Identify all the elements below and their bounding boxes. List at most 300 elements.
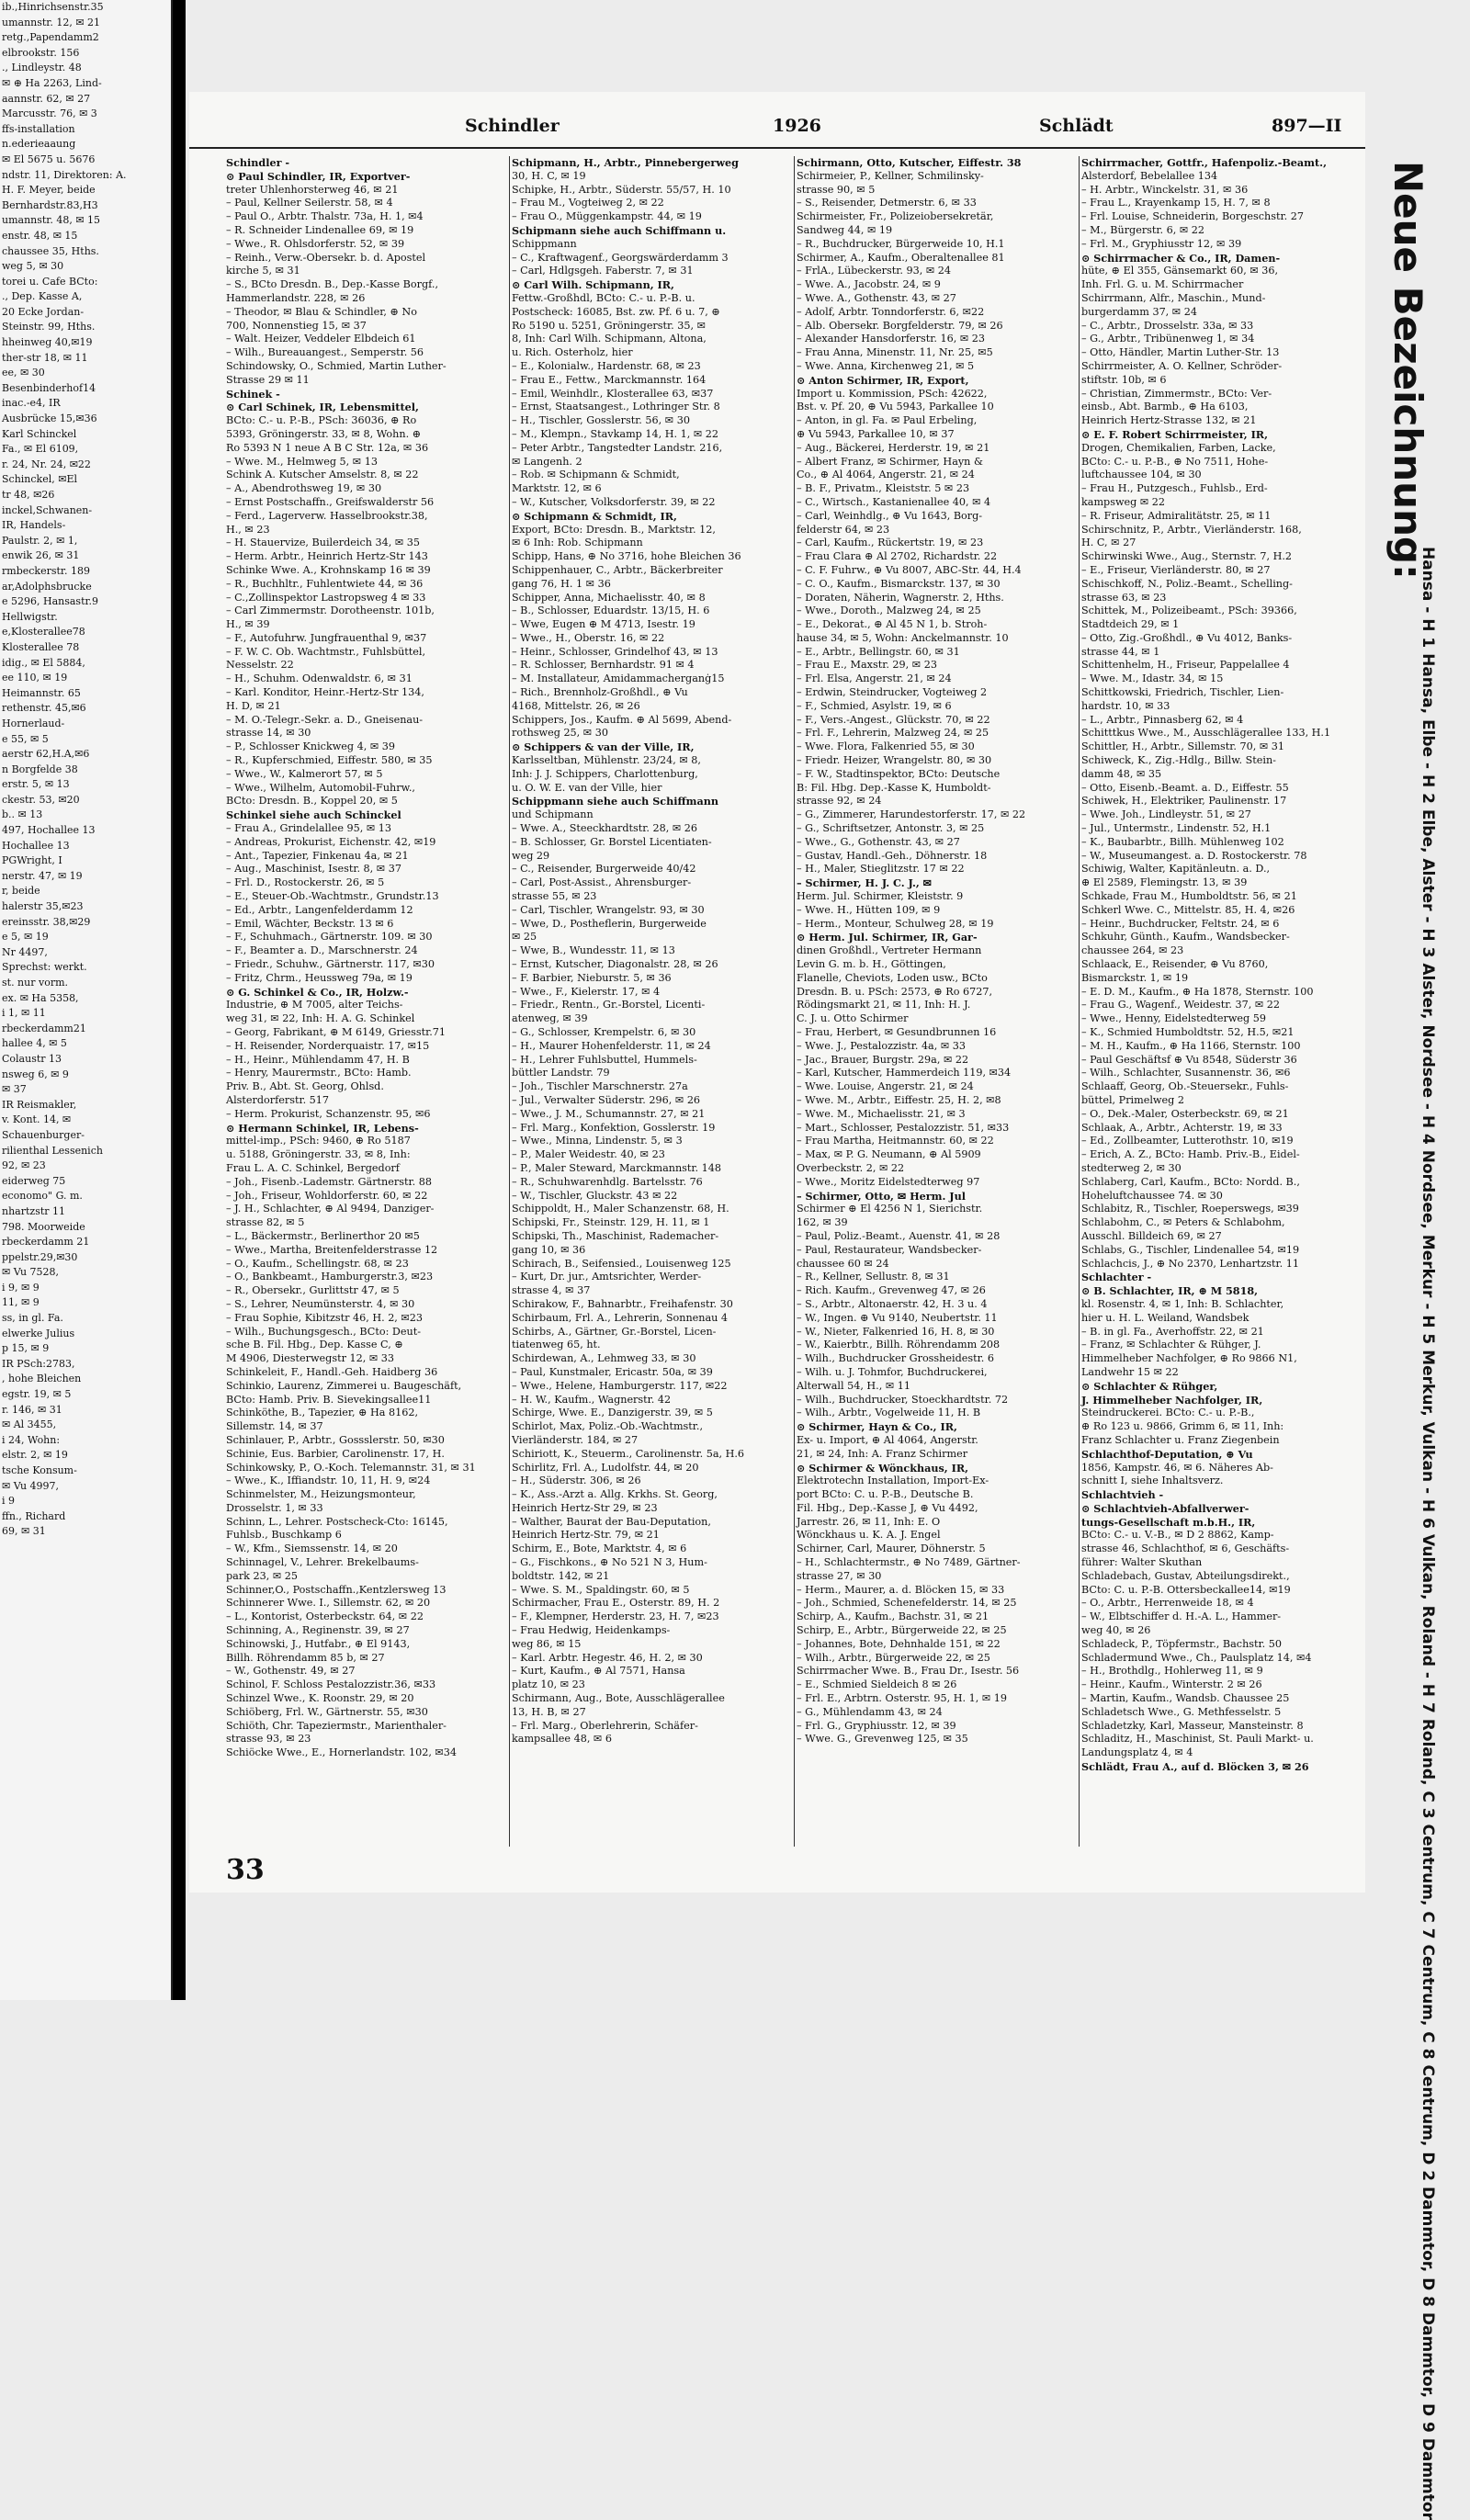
directory-entry: – H., Maler, Stieglitzstr. 17 ✉ 22 [797, 863, 965, 876]
directory-entry: einsb., Abt. Barmb., ⊕ Ha 6103, [1081, 401, 1249, 413]
directory-entry: – Theodor, ✉ Blau & Schindler, ⊕ No [226, 305, 417, 318]
directory-entry: – C., Arbtr., Drosselstr. 33a, ✉ 33 [1081, 319, 1254, 332]
directory-entry: strasse 92, ✉ 24 [797, 795, 882, 808]
previous-page-line: erstr. 5, ✉ 13 [2, 778, 70, 791]
directory-entry: – Wilh., Arbtr., Bürgerweide 22, ✉ 25 [797, 1651, 990, 1664]
directory-entry: – Erich, A. Z., BCto: Hamb. Priv.-B., Eidel- [1081, 1148, 1300, 1161]
directory-entry: Schipmann siehe auch Schiffmann u. [512, 223, 727, 237]
previous-page-edge [0, 0, 174, 2000]
directory-entry: – Frau H., Putzgesch., Fuhlsb., Erd- [1081, 482, 1268, 495]
directory-entry: – Wwe. G., Grevenweg 125, ✉ 35 [797, 1733, 968, 1746]
directory-entry: – Schirmer, Otto, ✉ Herm. Jul [797, 1189, 966, 1203]
directory-entry: Schippmann [512, 237, 577, 250]
directory-entry: – Aug., Bäckerei, Herderstr. 19, ✉ 21 [797, 441, 990, 454]
directory-entry: strasse 14, ✉ 30 [226, 727, 311, 740]
directory-entry: strasse 46, Schlachthof, ✉ 6, Geschäfts- [1081, 1543, 1290, 1555]
directory-entry: – M. O.-Telegr.-Sekr. a. D., Gneisenau- [226, 713, 424, 726]
directory-entry: Dresdn. B. u. PSch: 2573, ⊕ Ro 6727, [797, 985, 993, 998]
directory-entry: hier u. H. L. Weiland, Wandsbek [1081, 1311, 1250, 1324]
directory-entry: Schirwinski Wwe., Aug., Sternstr. 7, H.2 [1081, 550, 1293, 563]
previous-page-line: st. nur vorm. [2, 977, 69, 989]
directory-entry: chaussee 60 ✉ 24 [797, 1257, 889, 1270]
directory-entry: – Ed., Zollbeamter, Lutterothstr. 10, ✉19 [1081, 1135, 1294, 1147]
directory-entry: – C.,Zollinspektor Lastropsweg 4 ✉ 33 [226, 591, 426, 604]
directory-entry: BCto: C.- u. P.-B., PSch: 36036, ⊕ Ro [226, 414, 417, 427]
directory-entry: – Friedr. Heizer, Wrangelstr. 80, ✉ 30 [797, 754, 992, 767]
directory-entry: tiatenweg 65, ht. [512, 1339, 601, 1351]
directory-entry: – Wilh., Schlachter, Susannenstr. 36, ✉6 [1081, 1067, 1291, 1079]
directory-entry: – Walt. Heizer, Veddeler Elbdeich 61 [226, 333, 416, 345]
directory-entry: kampsallee 48, ✉ 6 [512, 1733, 612, 1746]
directory-entry: Inh. Frl. G. u. M. Schirrmacher [1081, 278, 1244, 291]
previous-page-line: H. F. Meyer, beide [2, 184, 96, 197]
directory-entry: dinen Großhdl., Vertreter Hermann [797, 944, 982, 957]
book-gutter [173, 0, 186, 2000]
directory-entry: strasse 90, ✉ 5 [797, 183, 876, 196]
directory-entry: – F. W., Stadtinspektor, BCto: Deutsche [797, 767, 1001, 780]
directory-entry: Schladeck, P., Töpfermstr., Bachstr. 50 [1081, 1637, 1282, 1650]
directory-entry: Landungsplatz 4, ✉ 4 [1081, 1746, 1193, 1759]
directory-entry: – G., Schriftsetzer, Antonstr. 3, ✉ 25 [797, 822, 985, 835]
previous-page-line: Schauenburger- [2, 1128, 85, 1141]
previous-page-line: ✉ Al 3455, [2, 1418, 57, 1431]
directory-entry: mittel-imp., PSch: 9460, ⊕ Ro 5187 [226, 1135, 411, 1147]
directory-entry: ⊙ Schipmann & Schmidt, IR, [512, 509, 677, 523]
previous-page-line: ckestr. 53, ✉20 [2, 793, 80, 806]
directory-entry: – Wwe., K., Iffiandstr. 10, 11, H. 9, ✉24 [226, 1475, 431, 1487]
directory-entry: Schladebach, Gustav, Abteilungsdirekt., [1081, 1569, 1290, 1582]
directory-entry: u. 5188, Gröningerstr. 33, ✉ 8, Inh: [226, 1148, 411, 1161]
directory-entry: – R., Obersekr., Gurlittstr 47, ✉ 5 [226, 1284, 400, 1297]
previous-page-line: Karl Schinckel [2, 427, 77, 440]
directory-entry: strasse 44, ✉ 1 [1081, 645, 1160, 658]
directory-entry: Landwehr 15 ✉ 22 [1081, 1365, 1179, 1378]
directory-entry: Alsterdorf, Bebelallee 134 [1081, 169, 1218, 182]
directory-entry: – H., Schuhm. Odenwaldstr. 6, ✉ 31 [226, 672, 413, 685]
directory-entry: – Adolf, Arbtr. Tonndorferstr. 6, ✉22 [797, 305, 985, 318]
directory-entry: – Frl. Elsa, Angerstr. 21, ✉ 24 [797, 672, 952, 685]
directory-entry: – C., Reisender, Burgerweide 40/42 [512, 863, 696, 876]
directory-entry: Schippers, Jos., Kaufm. ⊕ Al 5699, Abend- [512, 713, 732, 726]
directory-entry: BCto: Dresdn. B., Koppel 20, ✉ 5 [226, 795, 398, 808]
directory-entry: Flanelle, Cheviots, Loden usw., BCto [797, 971, 988, 984]
directory-entry: führer: Walter Skuthan [1081, 1556, 1203, 1569]
directory-entry: Jarrestr. 26, ✉ 11, Inh: E. O [797, 1515, 941, 1528]
previous-page-line: eiderweg 75 [2, 1174, 66, 1187]
directory-entry: – Frl. G., Gryphiusstr. 12, ✉ 39 [797, 1719, 956, 1732]
directory-entry: – Frau Martha, Heitmannstr. 60, ✉ 22 [797, 1135, 994, 1147]
directory-entry: – Paul Geschäftsf ⊕ Vu 8548, Süderstr 36 [1081, 1053, 1297, 1066]
directory-entry: – Wwe. M., Arbtr., Eiffestr. 25, H. 2, ✉8 [797, 1093, 1001, 1106]
previous-page-line: ee 110, ✉ 19 [2, 672, 68, 684]
directory-entry: Alterwall 54, H., ✉ 11 [797, 1379, 911, 1392]
previous-page-line: Bernhardstr.83,H3 [2, 198, 98, 211]
previous-page-line: hheinweg 40,✉19 [2, 336, 93, 349]
directory-entry: – Jul., Verwalter Süderstr. 296, ✉ 26 [512, 1093, 701, 1106]
directory-entry: Schkuhr, Günth., Kaufm., Wandsbecker- [1081, 931, 1290, 944]
directory-entry: Schipp, Hans, ⊕ No 3716, hohe Bleichen 36 [512, 550, 741, 563]
directory-entry: – H., Heinr., Mühlendamm 47, H. B [226, 1053, 410, 1066]
directory-entry: Schirmann, Aug., Bote, Ausschlägerallee [512, 1692, 725, 1705]
directory-entry: – G., Mühlendamm 43, ✉ 24 [797, 1705, 943, 1718]
directory-entry: – Karl. Arbtr. Hegestr. 46, H. 2, ✉ 30 [512, 1651, 703, 1664]
previous-page-line: e 5296, Hansastr.9 [2, 595, 99, 608]
directory-entry: – A., Abendrothsweg 19, ✉ 30 [226, 482, 382, 495]
directory-entry: park 23, ✉ 25 [226, 1569, 299, 1582]
previous-page-line: ✉ 37 [2, 1083, 27, 1096]
directory-entry: – G., Arbtr., Tribünenweg 1, ✉ 34 [1081, 333, 1255, 345]
directory-entry: – Alb. Obersekr. Borgfelderstr. 79, ✉ 26 [797, 319, 1003, 332]
directory-entry: H., ✉ 39 [226, 618, 270, 631]
directory-entry: Schlachcis, J., ⊕ No 2370, Lenhartzstr. 11 [1081, 1257, 1300, 1270]
directory-entry: – Ernst, Staatsangest., Lothringer Str. 8 [512, 401, 720, 413]
directory-entry: – Wwe. A., Jacobstr. 24, ✉ 9 [797, 278, 941, 291]
directory-entry: Schinke Wwe. A., Krohnskamp 16 ✉ 39 [226, 563, 431, 576]
directory-entry: – Ernst, Kutscher, Diagonalstr. 28, ✉ 26 [512, 958, 718, 971]
directory-entry: Schinkio, Laurenz, Zimmerei u. Baugeschäft, [226, 1379, 462, 1392]
directory-entry: strasse 27, ✉ 30 [797, 1569, 882, 1582]
previous-page-line: rbeckerdamm21 [2, 1022, 86, 1034]
directory-entry: Schlaaff, Georg, Ob.-Steuersekr., Fuhls- [1081, 1080, 1289, 1093]
directory-entry: strasse 4, ✉ 37 [512, 1284, 591, 1297]
directory-entry: Fil. Hbg., Dep.-Kasse J, ⊕ Vu 4492, [797, 1501, 978, 1514]
directory-entry: – Wwe., Doroth., Malzweg 24, ✉ 25 [797, 605, 981, 617]
directory-entry: Schlachter - [1081, 1271, 1152, 1284]
directory-entry: 21, ✉ 24, Inh: A. Franz Schirmer [797, 1447, 968, 1460]
directory-entry: – Frau E., Fettw., Marckmannstr. 164 [512, 373, 707, 386]
directory-entry: Levin G. m. b. H., Göttingen, [797, 958, 946, 971]
directory-entry: Bismarckstr. 1, ✉ 19 [1081, 971, 1189, 984]
directory-entry: ⊙ Anton Schirmer, IR, Export, [797, 373, 969, 387]
previous-page-line: weg 5, ✉ 30 [2, 260, 64, 273]
directory-entry: – Joh., Friseur, Wohldorferstr. 60, ✉ 22 [226, 1189, 428, 1202]
directory-entry: – O., Dek.-Maler, Osterbeckstr. 69, ✉ 21 [1081, 1107, 1289, 1120]
previous-page-line: hallee 4, ✉ 5 [2, 1037, 67, 1050]
directory-entry: Schkerl Wwe. C., Mittelstr. 85, H. 4, ✉26 [1081, 903, 1295, 916]
directory-entry: Schippenhauer, C., Arbtr., Bäckerbreiter [512, 563, 723, 576]
directory-entry: – Wwe., Moritz Eidelstedterweg 97 [797, 1175, 980, 1188]
directory-entry: weg 29 [512, 849, 550, 862]
previous-page-line: nerstr. 47, ✉ 19 [2, 869, 83, 882]
page-footer-number: 33 [226, 1854, 265, 1886]
directory-columns [224, 156, 1365, 1847]
directory-entry: Co., ⊕ Al 4064, Angerstr. 21, ✉ 24 [797, 469, 975, 481]
directory-entry: – Wwe., G., Gothenstr. 43, ✉ 27 [797, 835, 960, 848]
previous-page-line: 11, ✉ 9 [2, 1296, 40, 1309]
directory-entry: Fettw.-Großhdl, BCto: C.- u. P.-B. u. [512, 291, 695, 304]
previous-page-line: rbeckerdamm 21 [2, 1236, 90, 1249]
previous-page-line: ppelstr.29,✉30 [2, 1250, 78, 1263]
directory-entry: – Paul, Kellner Seilerstr. 58, ✉ 4 [226, 197, 393, 209]
directory-entry: – Wwe., Wilhelm, Automobil-Fuhrw., [226, 781, 415, 794]
directory-entry: Schirakow, F., Bahnarbtr., Freihafenstr. 30 [512, 1297, 733, 1310]
directory-entry: büttel, Primelweg 2 [1081, 1093, 1184, 1106]
previous-page-line: Paulstr. 2, ✉ 1, [2, 534, 78, 547]
directory-entry: hardstr. 10, ✉ 33 [1081, 699, 1170, 712]
page-header [189, 110, 1365, 149]
directory-entry: Schirrmann, Alfr., Maschin., Mund- [1081, 291, 1266, 304]
directory-entry: gang 10, ✉ 36 [512, 1243, 586, 1256]
directory-entry: – Frau, Herbert, ✉ Gesundbrunnen 16 [797, 1026, 997, 1038]
directory-entry: Schlaberg, Carl, Kaufm., BCto: Nordd. B., [1081, 1175, 1300, 1188]
previous-page-line: ✉ ⊕ Ha 2263, Lind- [2, 76, 102, 89]
directory-entry: Schlabitz, R., Tischler, Roeperswegs, ✉39 [1081, 1203, 1299, 1215]
directory-entry: – R., Buchhltr., Fuhlentwiete 44, ✉ 36 [226, 577, 424, 590]
directory-entry: Schinnagel, V., Lehrer. Brekelbaums- [226, 1556, 419, 1569]
directory-entry: Schinol, F. Schloss Pestalozzistr.36, ✉33 [226, 1678, 436, 1691]
directory-entry: – H., Lehrer Fuhlsbuttel, Hummels- [512, 1053, 697, 1066]
directory-entry: – Emil, Weinhdlr., Klosterallee 63, ✉37 [512, 387, 714, 400]
directory-entry: – Wwe, B., Wundesstr. 11, ✉ 13 [512, 944, 675, 957]
directory-entry: – Wwe. A., Gothenstr. 43, ✉ 27 [797, 291, 956, 304]
directory-entry: Schkade, Frau M., Humboldtstr. 56, ✉ 21 [1081, 890, 1297, 903]
directory-entry: ⊙ Hermann Schinkel, IR, Lebens- [226, 1121, 419, 1135]
directory-entry: – Joh., Fisenb.-Lademstr. Gärtnerstr. 88 [226, 1175, 432, 1188]
directory-entry: – Wwe., Henny, Eidelstedterweg 59 [1081, 1012, 1266, 1025]
directory-entry: ⊙ B. Schlachter, IR, ⊕ M 5818, [1081, 1284, 1259, 1298]
previous-page-line: economo" G. m. [2, 1190, 83, 1203]
directory-entry: Schinkel siehe auch Schinckel [226, 808, 401, 822]
directory-entry: Schinek - [226, 387, 280, 401]
directory-entry: Schlachthof-Deputation, ⊕ Vu [1081, 1447, 1253, 1461]
directory-entry: – Wilh., Buchungsgesch., BCto: Deut- [226, 1325, 421, 1338]
previous-page-line: chaussee 35, Hths. [2, 244, 99, 257]
directory-entry: Schiöberg, Frl. W., Gärtnerstr. 55, ✉30 [226, 1705, 428, 1718]
directory-entry: – Otto, Zig.-Großhdl., ⊕ Vu 4012, Banks- [1081, 631, 1293, 644]
directory-entry: ✉ Langenh. 2 [512, 455, 582, 468]
directory-entry: – F., Klempner, Herderstr. 23, H. 7, ✉23 [512, 1610, 719, 1623]
directory-entry: ✉ 25 [512, 931, 537, 944]
directory-entry: Schiwek, H., Elektriker, Paulinenstr. 17 [1081, 795, 1287, 808]
previous-page-line: ex. ✉ Ha 5358, [2, 991, 79, 1004]
directory-entry: Schiwig, Walter, Kapitänleutn. a. D., [1081, 863, 1271, 876]
directory-entry: – C. F. Fuhrw., ⊕ Vu 8007, ABC-Str. 44, H.4 [797, 563, 1022, 576]
directory-entry: – R. Schlosser, Bernhardstr. 91 ✉ 4 [512, 659, 695, 672]
directory-entry: – H. Stauervize, Builerdeich 34, ✉ 35 [226, 537, 421, 549]
previous-page-line: Colaustr 13 [2, 1052, 62, 1065]
previous-page-line: ., Lindleystr. 48 [2, 62, 82, 74]
directory-entry: 4168, Mittelstr. 26, ✉ 26 [512, 699, 640, 712]
previous-page-line: Heimannstr. 65 [2, 686, 81, 699]
directory-entry: ⊙ Schirmer, Hayn & Co., IR, [797, 1420, 957, 1434]
directory-entry: – Frau Hedwig, Heidenkamps- [512, 1624, 671, 1637]
directory-entry: B: Fil. Hbg. Dep.-Kasse K, Humboldt- [797, 781, 991, 794]
directory-entry: Schinkeleit, F., Handl.-Geh. Haidberg 36 [226, 1365, 438, 1378]
directory-entry: Rödingsmarkt 21, ✉ 11, Inh: H. J. [797, 999, 971, 1011]
directory-entry: – G., Schlosser, Krempelstr. 6, ✉ 30 [512, 1026, 696, 1038]
directory-entry: – Herm., Maurer, a. d. Blöcken 15, ✉ 33 [797, 1583, 1005, 1596]
directory-entry: 700, Nonnenstieg 15, ✉ 37 [226, 319, 367, 332]
directory-entry: kirche 5, ✉ 31 [226, 265, 300, 277]
previous-page-line: aannstr. 62, ✉ 27 [2, 92, 91, 105]
previous-page-line: r. 24, Nr. 24, ✉22 [2, 458, 91, 470]
previous-page-line: Hellwigstr. [2, 610, 58, 623]
directory-entry: – P., Maler Steward, Marckmannstr. 148 [512, 1161, 721, 1174]
directory-entry: – Joh., Schmied, Schenefelderstr. 14, ✉ 25 [797, 1597, 1017, 1610]
directory-entry: büttler Landstr. 79 [512, 1067, 610, 1079]
directory-entry: – B. F., Privatm., Kleiststr. 5 ✉ 23 [797, 482, 970, 495]
directory-entry: Schirdewan, A., Lehmweg 33, ✉ 30 [512, 1352, 696, 1365]
previous-page-line: ib.,Hinrichsenstr.35 [2, 1, 104, 13]
directory-entry: – Frl. F., Lehrerin, Malzweg 24, ✉ 25 [797, 727, 989, 740]
directory-entry: Marktstr. 12, ✉ 6 [512, 482, 602, 495]
directory-entry: Schindler - [226, 156, 290, 169]
directory-entry: Industrie, ⊕ M 7005, alter Teichs- [226, 999, 403, 1011]
directory-entry: Stadtdeich 29, ✉ 1 [1081, 618, 1180, 631]
previous-page-line: IR, Handels- [2, 519, 66, 532]
previous-page-line: p 15, ✉ 9 [2, 1342, 50, 1355]
directory-entry: Schinowski, J., Hutfabr., ⊕ El 9143, [226, 1637, 411, 1650]
directory-entry: Vierländerstr. 184, ✉ 27 [512, 1433, 639, 1446]
directory-entry: Postscheck: 16085, Bst. zw. Pf. 6 u. 7, ⊕ [512, 305, 720, 318]
directory-entry: Inh: J. J. Schippers, Charlottenburg, [512, 767, 698, 780]
directory-entry: – Carl, Weinhdlg., ⊕ Vu 1643, Borg- [797, 509, 983, 522]
header-first-entry: Schindler [465, 116, 560, 136]
directory-entry: Schittler, H., Arbtr., Sillemstr. 70, ✉ 31 [1081, 740, 1285, 753]
directory-entry: – Wwe. Flora, Falkenried 55, ✉ 30 [797, 740, 975, 753]
directory-entry: Schipski, Fr., Steinstr. 129, H. 11, ✉ 1 [512, 1216, 710, 1229]
directory-entry: – Frau O., Müggenkampstr. 44, ✉ 19 [512, 210, 702, 223]
directory-entry: – H., Brothdlg., Hohlerweg 11, ✉ 9 [1081, 1665, 1263, 1678]
previous-page-line: egstr. 19, ✉ 5 [2, 1388, 72, 1401]
directory-entry: J. Himmelheber Nachfolger, IR, [1081, 1393, 1263, 1407]
previous-page-line: ss, in gl. Fa. [2, 1312, 63, 1325]
previous-page-line: ffn., Richard [2, 1509, 66, 1522]
directory-entry: Himmelheber Nachfolger, ⊕ Ro 9866 N1, [1081, 1352, 1297, 1365]
directory-entry: weg 86, ✉ 15 [512, 1637, 582, 1650]
directory-entry: – Gustav, Handl.-Geh., Döhnerstr. 18 [797, 849, 988, 862]
directory-entry: Schippmann siehe auch Schiffmann [512, 795, 719, 808]
directory-entry: Schirmeister, Fr., Polizeiobersekretär, [797, 210, 994, 223]
directory-entry: ⊙ Schlachter & Rühger, [1081, 1379, 1218, 1393]
directory-entry: Schirmeier, P., Kellner, Schmilinsky- [797, 169, 984, 182]
directory-entry: damm 48, ✉ 35 [1081, 767, 1162, 780]
directory-entry: – M. H., Kaufm., ⊕ Ha 1166, Sternstr. 100 [1081, 1039, 1301, 1052]
directory-entry: – H., Tischler, Gosslerstr. 56, ✉ 30 [512, 414, 690, 427]
directory-entry: Schirner, Carl, Maurer, Döhnerstr. 5 [797, 1543, 986, 1555]
directory-entry: – W., Tischler, Gluckstr. 43 ✉ 22 [512, 1189, 678, 1202]
directory-page [189, 92, 1365, 1893]
previous-page-line: retg.,Papendamm2 [2, 31, 99, 44]
directory-entry: – Wilh., Buchdrucker Grossheidestr. 6 [797, 1352, 994, 1365]
directory-entry: – Frau A., Grindelallee 95, ✉ 13 [226, 822, 392, 835]
directory-entry: – O., Bankbeamt., Hamburgerstr.3, ✉23 [226, 1271, 434, 1283]
previous-page-line: nsweg 6, ✉ 9 [2, 1068, 69, 1080]
previous-page-line: torei u. Cafe BCto: [2, 275, 98, 288]
directory-entry: – Carl, Post-Assist., Ahrensburger- [512, 876, 692, 889]
directory-entry: – W., Ingen. ⊕ Vu 9140, Neubertstr. 11 [797, 1311, 998, 1324]
directory-entry: u. O. W. E. van der Ville, hier [512, 781, 662, 794]
directory-entry: ⊕ Vu 5943, Parkallee 10, ✉ 37 [797, 427, 955, 440]
directory-entry: treter Uhlenhorsterweg 46, ✉ 21 [226, 183, 399, 196]
directory-entry: – Wwe., R. Ohlsdorferstr. 52, ✉ 39 [226, 237, 405, 250]
directory-entry: – Alexander Hansdorferstr. 16, ✉ 23 [797, 333, 986, 345]
directory-entry: Schlaack, E., Reisender, ⊕ Vu 8760, [1081, 958, 1269, 971]
previous-page-line: idig., ✉ El 5884, [2, 656, 85, 669]
directory-entry: 1856, Kampstr. 46, ✉ 6. Näheres Ab- [1081, 1461, 1273, 1474]
directory-entry: – O., Kaufm., Schellingstr. 68, ✉ 23 [226, 1257, 409, 1270]
directory-entry: Schink A. Kutscher Amselstr. 8, ✉ 22 [226, 469, 419, 481]
directory-entry: 30, H. C, ✉ 19 [512, 169, 586, 182]
directory-entry: Drosselstr. 1, ✉ 33 [226, 1501, 323, 1514]
directory-entry: Schirach, B., Seifensied., Louisenweg 125 [512, 1257, 731, 1270]
directory-entry: Sillemstr. 14, ✉ 37 [226, 1420, 323, 1433]
directory-entry: – Andreas, Prokurist, Eichenstr. 42, ✉19 [226, 835, 436, 848]
directory-entry: Heinrich Hertz-Str. 79, ✉ 21 [512, 1529, 660, 1542]
directory-entry: Schlachtvieh - [1081, 1488, 1164, 1502]
directory-entry: – Frau Sophie, Kibitzstr 46, H. 2, ✉23 [226, 1311, 424, 1324]
directory-entry: – P., Maler Weidestr. 40, ✉ 23 [512, 1148, 665, 1161]
directory-entry: – Walther, Baurat der Bau-Deputation, [512, 1515, 711, 1528]
directory-entry: – Wwe., J. M., Schumannstr. 27, ✉ 21 [512, 1107, 706, 1120]
previous-page-line: e 55, ✉ 5 [2, 732, 49, 745]
directory-entry: 8, Inh: Carl Wilh. Schipmann, Altona, [512, 333, 707, 345]
directory-column-2 [509, 156, 786, 1847]
directory-entry: – Wwe. M., Michaelisstr. 21, ✉ 3 [797, 1107, 966, 1120]
directory-entry: atenweg, ✉ 39 [512, 1012, 588, 1025]
directory-entry: Schirmer ⊕ El 4256 N 1, Sierichstr. [797, 1203, 983, 1215]
previous-page-line: Schinckel, ✉El [2, 473, 77, 486]
directory-entry: – Frau Clara ⊕ Al 2702, Richardstr. 22 [797, 550, 998, 563]
directory-entry: Ro 5393 N 1 neue A B C Str. 12a, ✉ 36 [226, 441, 429, 454]
directory-entry: – Wilh. u. J. Tohmfor, Buchdruckerei, [797, 1365, 988, 1378]
directory-entry: – Herm. Arbtr., Heinrich Hertz-Str 143 [226, 550, 428, 563]
directory-entry: – L., Bäckermstr., Berlinerthor 20 ✉5 [226, 1229, 420, 1242]
directory-entry: – Herm. Prokurist, Schanzenstr. 95, ✉6 [226, 1107, 431, 1120]
side-banner-title: Neue Bezeichnung: [1385, 161, 1430, 580]
directory-entry: Schinmelster, M., Heizungsmonteur, [226, 1488, 416, 1501]
directory-entry: – R. Friseur, Admiralitätstr. 25, ✉ 11 [1081, 509, 1272, 522]
directory-entry: – Peter Arbtr., Tangstedter Landstr. 216, [512, 441, 723, 454]
previous-page-line: aerstr 62,H.A,✉6 [2, 748, 90, 761]
directory-entry: Schinlauer, P., Arbtr., Gossslerstr. 50, ✉30 [226, 1433, 445, 1446]
directory-entry: Export, BCto: Dresdn. B., Marktstr. 12, [512, 523, 716, 536]
directory-entry: – Wwe. Anna, Kirchenweg 21, ✉ 5 [797, 359, 975, 372]
previous-page-line: Ausbrücke 15,✉36 [2, 412, 97, 425]
directory-entry: Schinkowsky, P., O.-Koch. Telemannstr. 31, ✉ 31 [226, 1461, 476, 1474]
directory-entry: boldtstr. 142, ✉ 21 [512, 1569, 610, 1582]
directory-entry: Schipke, H., Arbtr., Süderstr. 55/57, H. 10 [512, 183, 731, 196]
directory-entry: ⊙ E. F. Robert Schirrmeister, IR, [1081, 427, 1268, 441]
directory-entry: u. Rich. Osterholz, hier [512, 346, 633, 359]
previous-page-line: ndstr. 11, Direktoren: A. [2, 168, 127, 181]
previous-page-line: Steinstr. 99, Hths. [2, 321, 96, 333]
directory-entry: chaussee 264, ✉ 23 [1081, 944, 1184, 957]
directory-entry: H. D, ✉ 21 [226, 699, 281, 712]
previous-page-line: enwik 26, ✉ 31 [2, 549, 80, 562]
directory-entry: – W., Kaierbtr., Billh. Röhrendamm 208 [797, 1339, 1001, 1351]
directory-entry: port BCto: C. u. P.-B., Deutsche B. [797, 1488, 974, 1501]
directory-entry: Sandweg 44, ✉ 19 [797, 223, 893, 236]
previous-page-line: ✉ Vu 7528, [2, 1266, 60, 1279]
directory-entry: ⊙ Schlachtvieh-Abfallverwer- [1081, 1501, 1250, 1515]
previous-page-line: r, beide [2, 885, 40, 898]
directory-entry: ⊙ Herm. Jul. Schirmer, IR, Gar- [797, 931, 978, 944]
directory-entry: – R., Kupferschmied, Eiffestr. 580, ✉ 35 [226, 754, 433, 767]
directory-entry: – Frl. D., Rostockerstr. 26, ✉ 5 [226, 876, 385, 889]
directory-entry: schnitt I, siehe Inhaltsverz. [1081, 1475, 1224, 1487]
directory-entry: – R., Kellner, Sellustr. 8, ✉ 31 [797, 1271, 950, 1283]
directory-entry: Schinköthe, B., Tapezier, ⊕ Ha 8162, [226, 1407, 419, 1419]
directory-entry: – Heinr., Buchdrucker, Feltstr. 24, ✉ 6 [1081, 917, 1280, 930]
directory-entry: – W., Kfm., Siemssenstr. 14, ✉ 20 [226, 1543, 398, 1555]
directory-entry: Schladitz, H., Maschinist, St. Pauli Markt- u. [1081, 1733, 1314, 1746]
directory-entry: – Wwe, Eugen ⊕ M 4713, Isestr. 19 [512, 618, 695, 631]
directory-entry: – Aug., Maschinist, Isestr. 8, ✉ 37 [226, 863, 401, 876]
directory-entry: – Wwe. Joh., Lindleystr. 51, ✉ 27 [1081, 808, 1251, 821]
directory-entry: – Frl. Louise, Schneiderin, Borgeschstr. 27 [1081, 210, 1304, 223]
previous-page-line: rethenstr. 45,✉6 [2, 702, 86, 715]
